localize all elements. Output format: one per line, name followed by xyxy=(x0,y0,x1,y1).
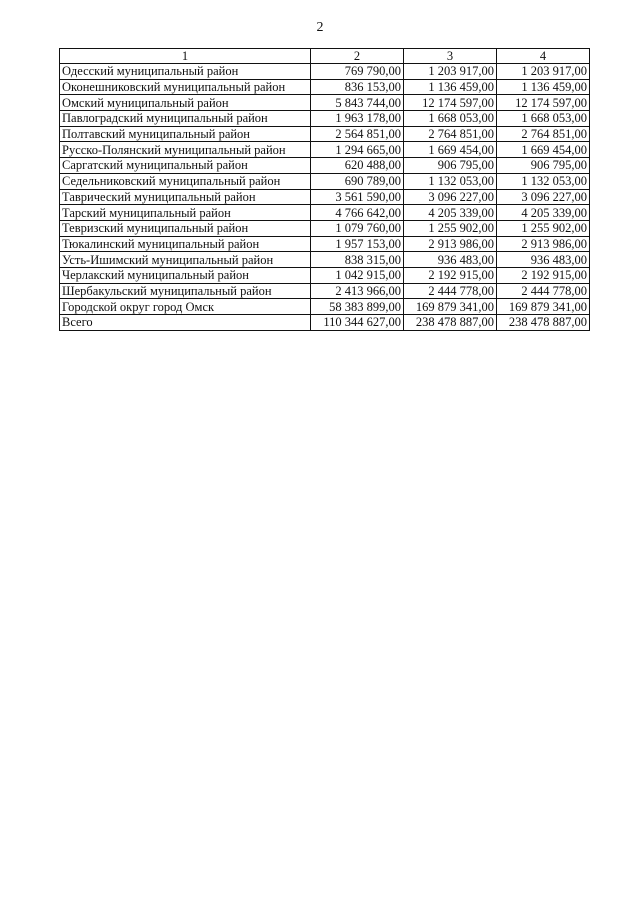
district-name: Таврический муниципальный район xyxy=(60,189,311,205)
column-header-1: 1 xyxy=(60,49,311,64)
amount-col-4: 1 669 454,00 xyxy=(497,142,590,158)
amount-col-4: 12 174 597,00 xyxy=(497,95,590,111)
district-name: Усть-Ишимский муниципальный район xyxy=(60,252,311,268)
amount-col-2: 58 383 899,00 xyxy=(311,299,404,315)
amount-col-2: 4 766 642,00 xyxy=(311,205,404,221)
amount-col-3: 2 192 915,00 xyxy=(404,267,497,283)
district-name: Русско-Полянский муниципальный район xyxy=(60,142,311,158)
amount-col-4: 1 136 459,00 xyxy=(497,79,590,95)
amount-col-3: 1 203 917,00 xyxy=(404,64,497,80)
total-col-3: 238 478 887,00 xyxy=(404,315,497,331)
amount-col-4: 1 203 917,00 xyxy=(497,64,590,80)
amount-col-2: 1 294 665,00 xyxy=(311,142,404,158)
amount-col-4: 169 879 341,00 xyxy=(497,299,590,315)
table-row xyxy=(60,283,590,299)
amount-col-3: 1 668 053,00 xyxy=(404,111,497,127)
table-row xyxy=(60,64,590,80)
table-row xyxy=(60,79,590,95)
district-name: Саргатский муниципальный район xyxy=(60,158,311,174)
table-row xyxy=(60,173,590,189)
amount-col-4: 906 795,00 xyxy=(497,158,590,174)
amount-col-2: 3 561 590,00 xyxy=(311,189,404,205)
amount-col-2: 2 564 851,00 xyxy=(311,126,404,142)
amount-col-2: 1 079 760,00 xyxy=(311,220,404,236)
amount-col-3: 2 764 851,00 xyxy=(404,126,497,142)
total-row xyxy=(60,315,590,331)
amount-col-3: 1 136 459,00 xyxy=(404,79,497,95)
district-name: Городской округ город Омск xyxy=(60,299,311,315)
amount-col-3: 2 444 778,00 xyxy=(404,283,497,299)
column-header-2: 2 xyxy=(311,49,404,64)
amount-col-4: 1 255 902,00 xyxy=(497,220,590,236)
amount-col-2: 1 963 178,00 xyxy=(311,111,404,127)
amount-col-3: 169 879 341,00 xyxy=(404,299,497,315)
amount-col-3: 4 205 339,00 xyxy=(404,205,497,221)
table-row xyxy=(60,95,590,111)
amount-col-3: 3 096 227,00 xyxy=(404,189,497,205)
table-row xyxy=(60,236,590,252)
page-number: 2 xyxy=(316,20,324,35)
amount-col-3: 936 483,00 xyxy=(404,252,497,268)
district-name: Тарский муниципальный район xyxy=(60,205,311,221)
table-row xyxy=(60,299,590,315)
table-row xyxy=(60,111,590,127)
amount-col-2: 1 957 153,00 xyxy=(311,236,404,252)
amount-col-2: 5 843 744,00 xyxy=(311,95,404,111)
table-row xyxy=(60,189,590,205)
amount-col-3: 2 913 986,00 xyxy=(404,236,497,252)
amount-col-2: 620 488,00 xyxy=(311,158,404,174)
table-row xyxy=(60,267,590,283)
district-name: Шербакульский муниципальный район xyxy=(60,283,311,299)
amount-col-4: 1 668 053,00 xyxy=(497,111,590,127)
district-name: Седельниковский муниципальный район xyxy=(60,173,311,189)
amount-col-4: 2 913 986,00 xyxy=(497,236,590,252)
district-name: Оконешниковский муниципальный район xyxy=(60,79,311,95)
amount-col-2: 2 413 966,00 xyxy=(311,283,404,299)
amount-col-4: 4 205 339,00 xyxy=(497,205,590,221)
total-col-4: 238 478 887,00 xyxy=(497,315,590,331)
column-header-3: 3 xyxy=(404,49,497,64)
table-row xyxy=(60,252,590,268)
amount-col-3: 12 174 597,00 xyxy=(404,95,497,111)
amount-col-3: 906 795,00 xyxy=(404,158,497,174)
table-row xyxy=(60,205,590,221)
district-name: Тюкалинский муниципальный район xyxy=(60,236,311,252)
table-header-row xyxy=(60,49,590,64)
total-label: Всего xyxy=(60,315,311,331)
table-row xyxy=(60,142,590,158)
amount-col-2: 838 315,00 xyxy=(311,252,404,268)
amount-col-4: 2 764 851,00 xyxy=(497,126,590,142)
district-name: Тевризский муниципальный район xyxy=(60,220,311,236)
amount-col-3: 1 669 454,00 xyxy=(404,142,497,158)
amount-col-4: 936 483,00 xyxy=(497,252,590,268)
table-row xyxy=(60,126,590,142)
budget-table xyxy=(59,48,590,331)
amount-col-4: 1 132 053,00 xyxy=(497,173,590,189)
amount-col-4: 3 096 227,00 xyxy=(497,189,590,205)
district-name: Одесский муниципальный район xyxy=(60,64,311,80)
amount-col-2: 690 789,00 xyxy=(311,173,404,189)
amount-col-4: 2 192 915,00 xyxy=(497,267,590,283)
amount-col-2: 1 042 915,00 xyxy=(311,267,404,283)
district-name: Павлоградский муниципальный район xyxy=(60,111,311,127)
district-name: Черлакский муниципальный район xyxy=(60,267,311,283)
amount-col-3: 1 132 053,00 xyxy=(404,173,497,189)
district-name: Омский муниципальный район xyxy=(60,95,311,111)
district-name: Полтавский муниципальный район xyxy=(60,126,311,142)
total-col-2: 110 344 627,00 xyxy=(311,315,404,331)
table-row xyxy=(60,158,590,174)
amount-col-2: 769 790,00 xyxy=(311,64,404,80)
amount-col-4: 2 444 778,00 xyxy=(497,283,590,299)
table-row xyxy=(60,220,590,236)
amount-col-2: 836 153,00 xyxy=(311,79,404,95)
amount-col-3: 1 255 902,00 xyxy=(404,220,497,236)
column-header-4: 4 xyxy=(497,49,590,64)
